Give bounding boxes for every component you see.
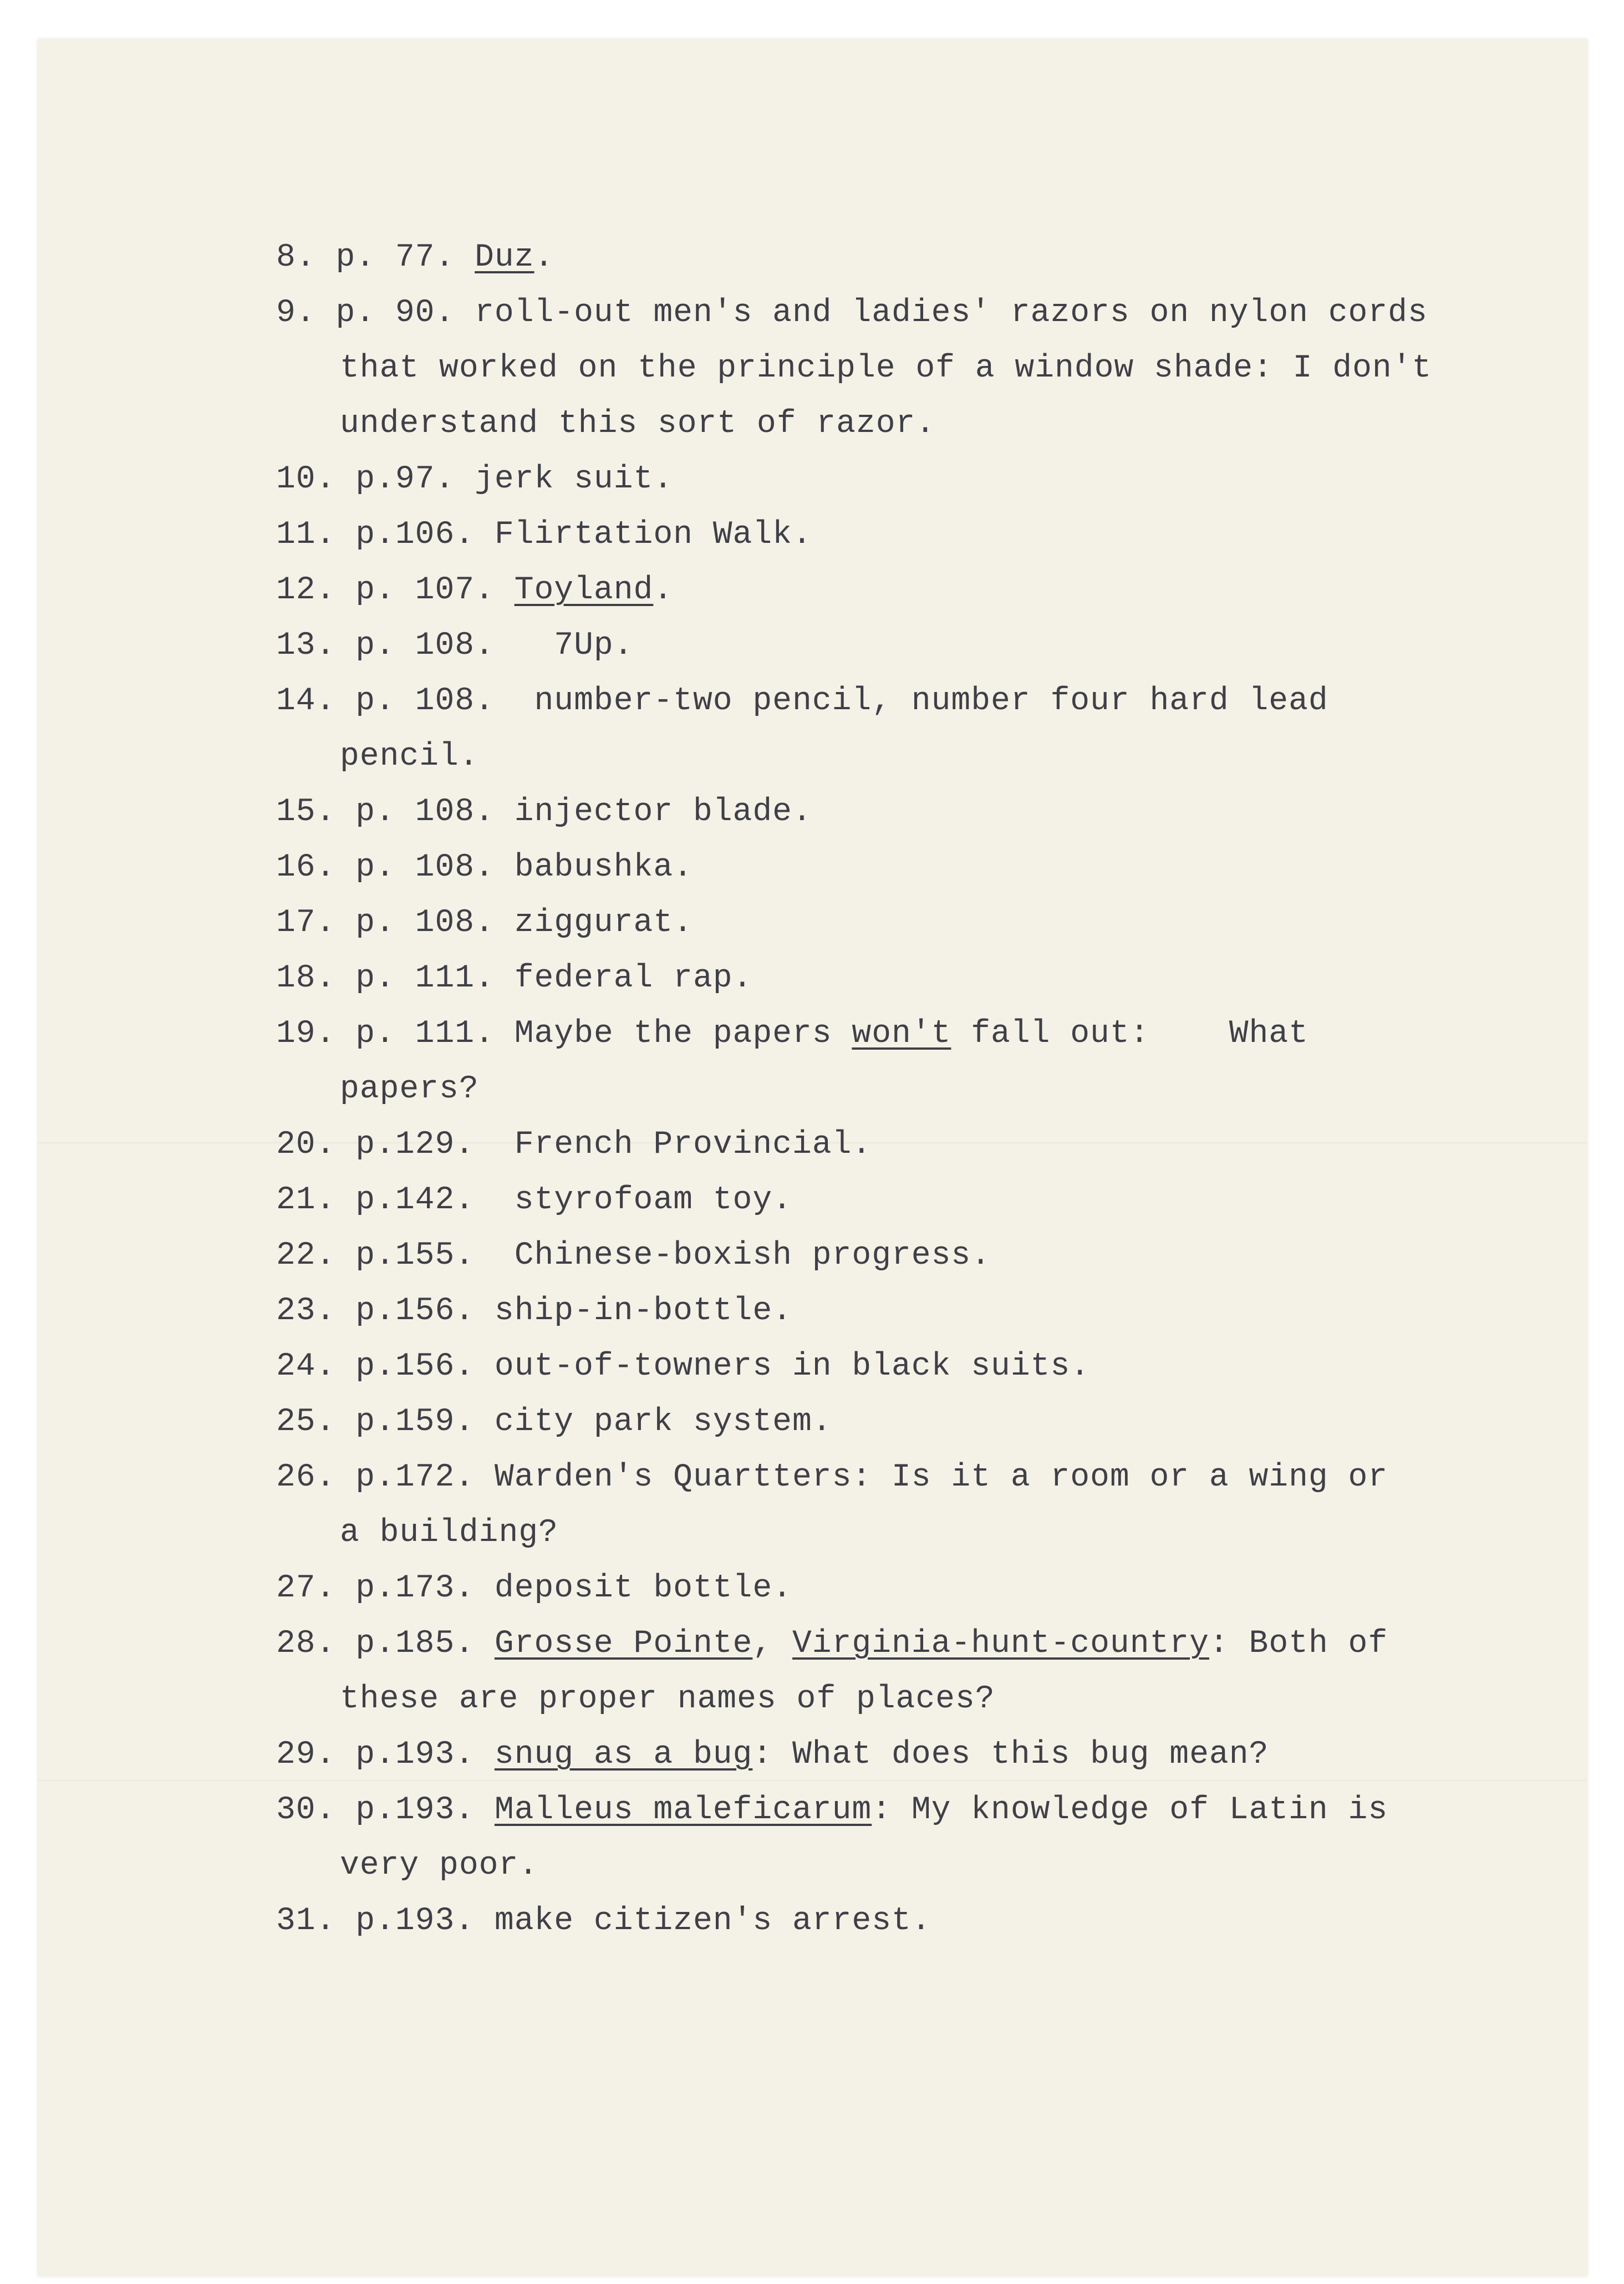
page-reference: p.173. [355, 1570, 475, 1606]
entry-number: 14. [276, 683, 336, 719]
entry-text: make citizen's arrest. [494, 1903, 931, 1939]
page-reference: p. 77. [335, 240, 455, 276]
entry-text: : My knowledge of Latin is [872, 1792, 1388, 1828]
list-entry [276, 1791, 1388, 1830]
typed-page [38, 39, 1587, 2276]
underlined-term: Toyland [514, 572, 654, 608]
list-entry [276, 959, 752, 998]
typed-list [38, 39, 1587, 2276]
list-entry [276, 904, 693, 943]
entry-number: 18. [276, 960, 336, 996]
entry-continuation [340, 1846, 538, 1885]
entry-text: ship-in-bottle. [494, 1293, 792, 1329]
list-entry [276, 1736, 1269, 1774]
entry-number: 29. [276, 1737, 336, 1773]
list-entry [276, 238, 554, 277]
page-reference: p. 111. [355, 960, 495, 996]
entry-number: 9. [276, 295, 316, 331]
page-reference: p.193. [355, 1903, 475, 1939]
list-entry [276, 1015, 1309, 1054]
page-reference: p.172. [355, 1459, 475, 1495]
entry-number: 21. [276, 1182, 336, 1218]
list-entry [276, 1292, 792, 1331]
entry-continuation [340, 737, 479, 776]
list-entry [276, 1625, 1388, 1664]
list-entry [276, 793, 812, 832]
list-entry [276, 1403, 832, 1442]
page-reference: p.142. [355, 1182, 475, 1218]
page-reference: p. 108. [355, 794, 495, 830]
entry-text: 7Up. [514, 628, 634, 664]
entry-continuation [340, 1680, 995, 1719]
list-entry [276, 1569, 792, 1608]
entry-text: : Both of [1209, 1626, 1388, 1662]
entry-text: out-of-towners in black suits. [494, 1349, 1091, 1385]
list-entry [276, 1347, 1090, 1386]
page-reference: p. 108. [355, 905, 495, 941]
entry-text: . [534, 240, 554, 276]
entry-text: French Provincial. [494, 1127, 872, 1163]
entry-number: 13. [276, 628, 336, 664]
continuation-text: that worked on the principle of a window shade: I don't [340, 350, 1432, 386]
entry-text: roll-out men's and ladies' razors on nylon cords [475, 295, 1428, 331]
page-reference: p.129. [355, 1127, 475, 1163]
list-entry [276, 1126, 872, 1164]
continuation-text: very poor. [340, 1848, 539, 1884]
underlined-term: Malleus maleficarum [494, 1792, 872, 1828]
entry-number: 25. [276, 1404, 336, 1440]
underlined-term: snug as a bug [494, 1737, 753, 1773]
list-entry [276, 571, 673, 610]
entry-text: federal rap. [514, 960, 753, 996]
entry-number: 27. [276, 1570, 336, 1606]
list-entry [276, 1902, 931, 1941]
list-entry [276, 460, 673, 499]
page-reference: p.193. [355, 1737, 475, 1773]
entry-continuation [340, 405, 935, 444]
entry-text: Flirtation Walk. [494, 517, 812, 553]
entry-number: 10. [276, 461, 336, 497]
page-reference: p. 111. [355, 1016, 495, 1052]
page-reference: p. 108. [355, 628, 495, 664]
page-reference: p.156. [355, 1349, 475, 1385]
entry-text: Chinese-boxish progress. [494, 1238, 991, 1274]
page-reference: p. 107. [355, 572, 495, 608]
entry-text: injector blade. [514, 794, 812, 830]
continuation-text: these are proper names of places? [340, 1681, 995, 1717]
entry-text: deposit bottle. [494, 1570, 792, 1606]
entry-number: 11. [276, 517, 336, 553]
page-reference: p.159. [355, 1404, 475, 1440]
entry-number: 12. [276, 572, 336, 608]
entry-number: 17. [276, 905, 336, 941]
entry-continuation [340, 1070, 479, 1109]
page-reference: p.193. [355, 1792, 475, 1828]
list-entry [276, 627, 634, 665]
entry-number: 31. [276, 1903, 336, 1939]
underlined-term: Virginia-hunt-country [792, 1626, 1209, 1662]
page-reference: p.97. [355, 461, 455, 497]
entry-number: 24. [276, 1349, 336, 1385]
list-entry [276, 294, 1428, 333]
list-entry [276, 1458, 1388, 1497]
entry-text: Maybe the papers [514, 1016, 852, 1052]
underlined-term: Grosse Pointe [494, 1626, 753, 1662]
entry-number: 23. [276, 1293, 336, 1329]
entry-number: 22. [276, 1238, 336, 1274]
entry-text: city park system. [494, 1404, 832, 1440]
entry-number: 20. [276, 1127, 336, 1163]
underlined-term: won't [852, 1016, 951, 1052]
entry-text: fall out: What [951, 1016, 1309, 1052]
list-entry [276, 848, 693, 887]
page-reference: p.106. [355, 517, 475, 553]
entry-text: babushka. [514, 849, 693, 886]
entry-text: : What does this bug mean? [752, 1737, 1269, 1773]
list-entry [276, 682, 1328, 721]
list-entry [276, 1237, 991, 1275]
page-reference: p.185. [355, 1626, 475, 1662]
continuation-text: understand this sort of razor. [340, 406, 936, 442]
page-reference: p.155. [355, 1238, 475, 1274]
continuation-text: pencil. [340, 739, 479, 775]
entry-text: . [653, 572, 674, 608]
entry-text: Warden's Quartters: Is it a room or a wing or [494, 1459, 1388, 1495]
page-reference: p. 108. [355, 849, 495, 886]
entry-continuation [340, 1514, 558, 1553]
continuation-text: papers? [340, 1071, 479, 1107]
page-reference: p. 108. [355, 683, 495, 719]
page-reference: p. 90. [335, 295, 455, 331]
entry-number: 8. [276, 240, 316, 276]
entry-text: styrofoam toy. [494, 1182, 792, 1218]
entry-number: 30. [276, 1792, 336, 1828]
continuation-text: a building? [340, 1515, 558, 1551]
entry-text: number-two pencil, number four hard lead [514, 683, 1328, 719]
entry-continuation [340, 349, 1432, 388]
entry-text: , [752, 1626, 792, 1662]
page-reference: p.156. [355, 1293, 475, 1329]
entry-number: 15. [276, 794, 336, 830]
entry-text: jerk suit. [475, 461, 674, 497]
entry-number: 26. [276, 1459, 336, 1495]
entry-number: 16. [276, 849, 336, 886]
underlined-term: Duz [475, 240, 534, 276]
list-entry [276, 516, 812, 555]
list-entry [276, 1181, 792, 1220]
entry-number: 28. [276, 1626, 336, 1662]
entry-text: ziggurat. [514, 905, 693, 941]
entry-number: 19. [276, 1016, 336, 1052]
